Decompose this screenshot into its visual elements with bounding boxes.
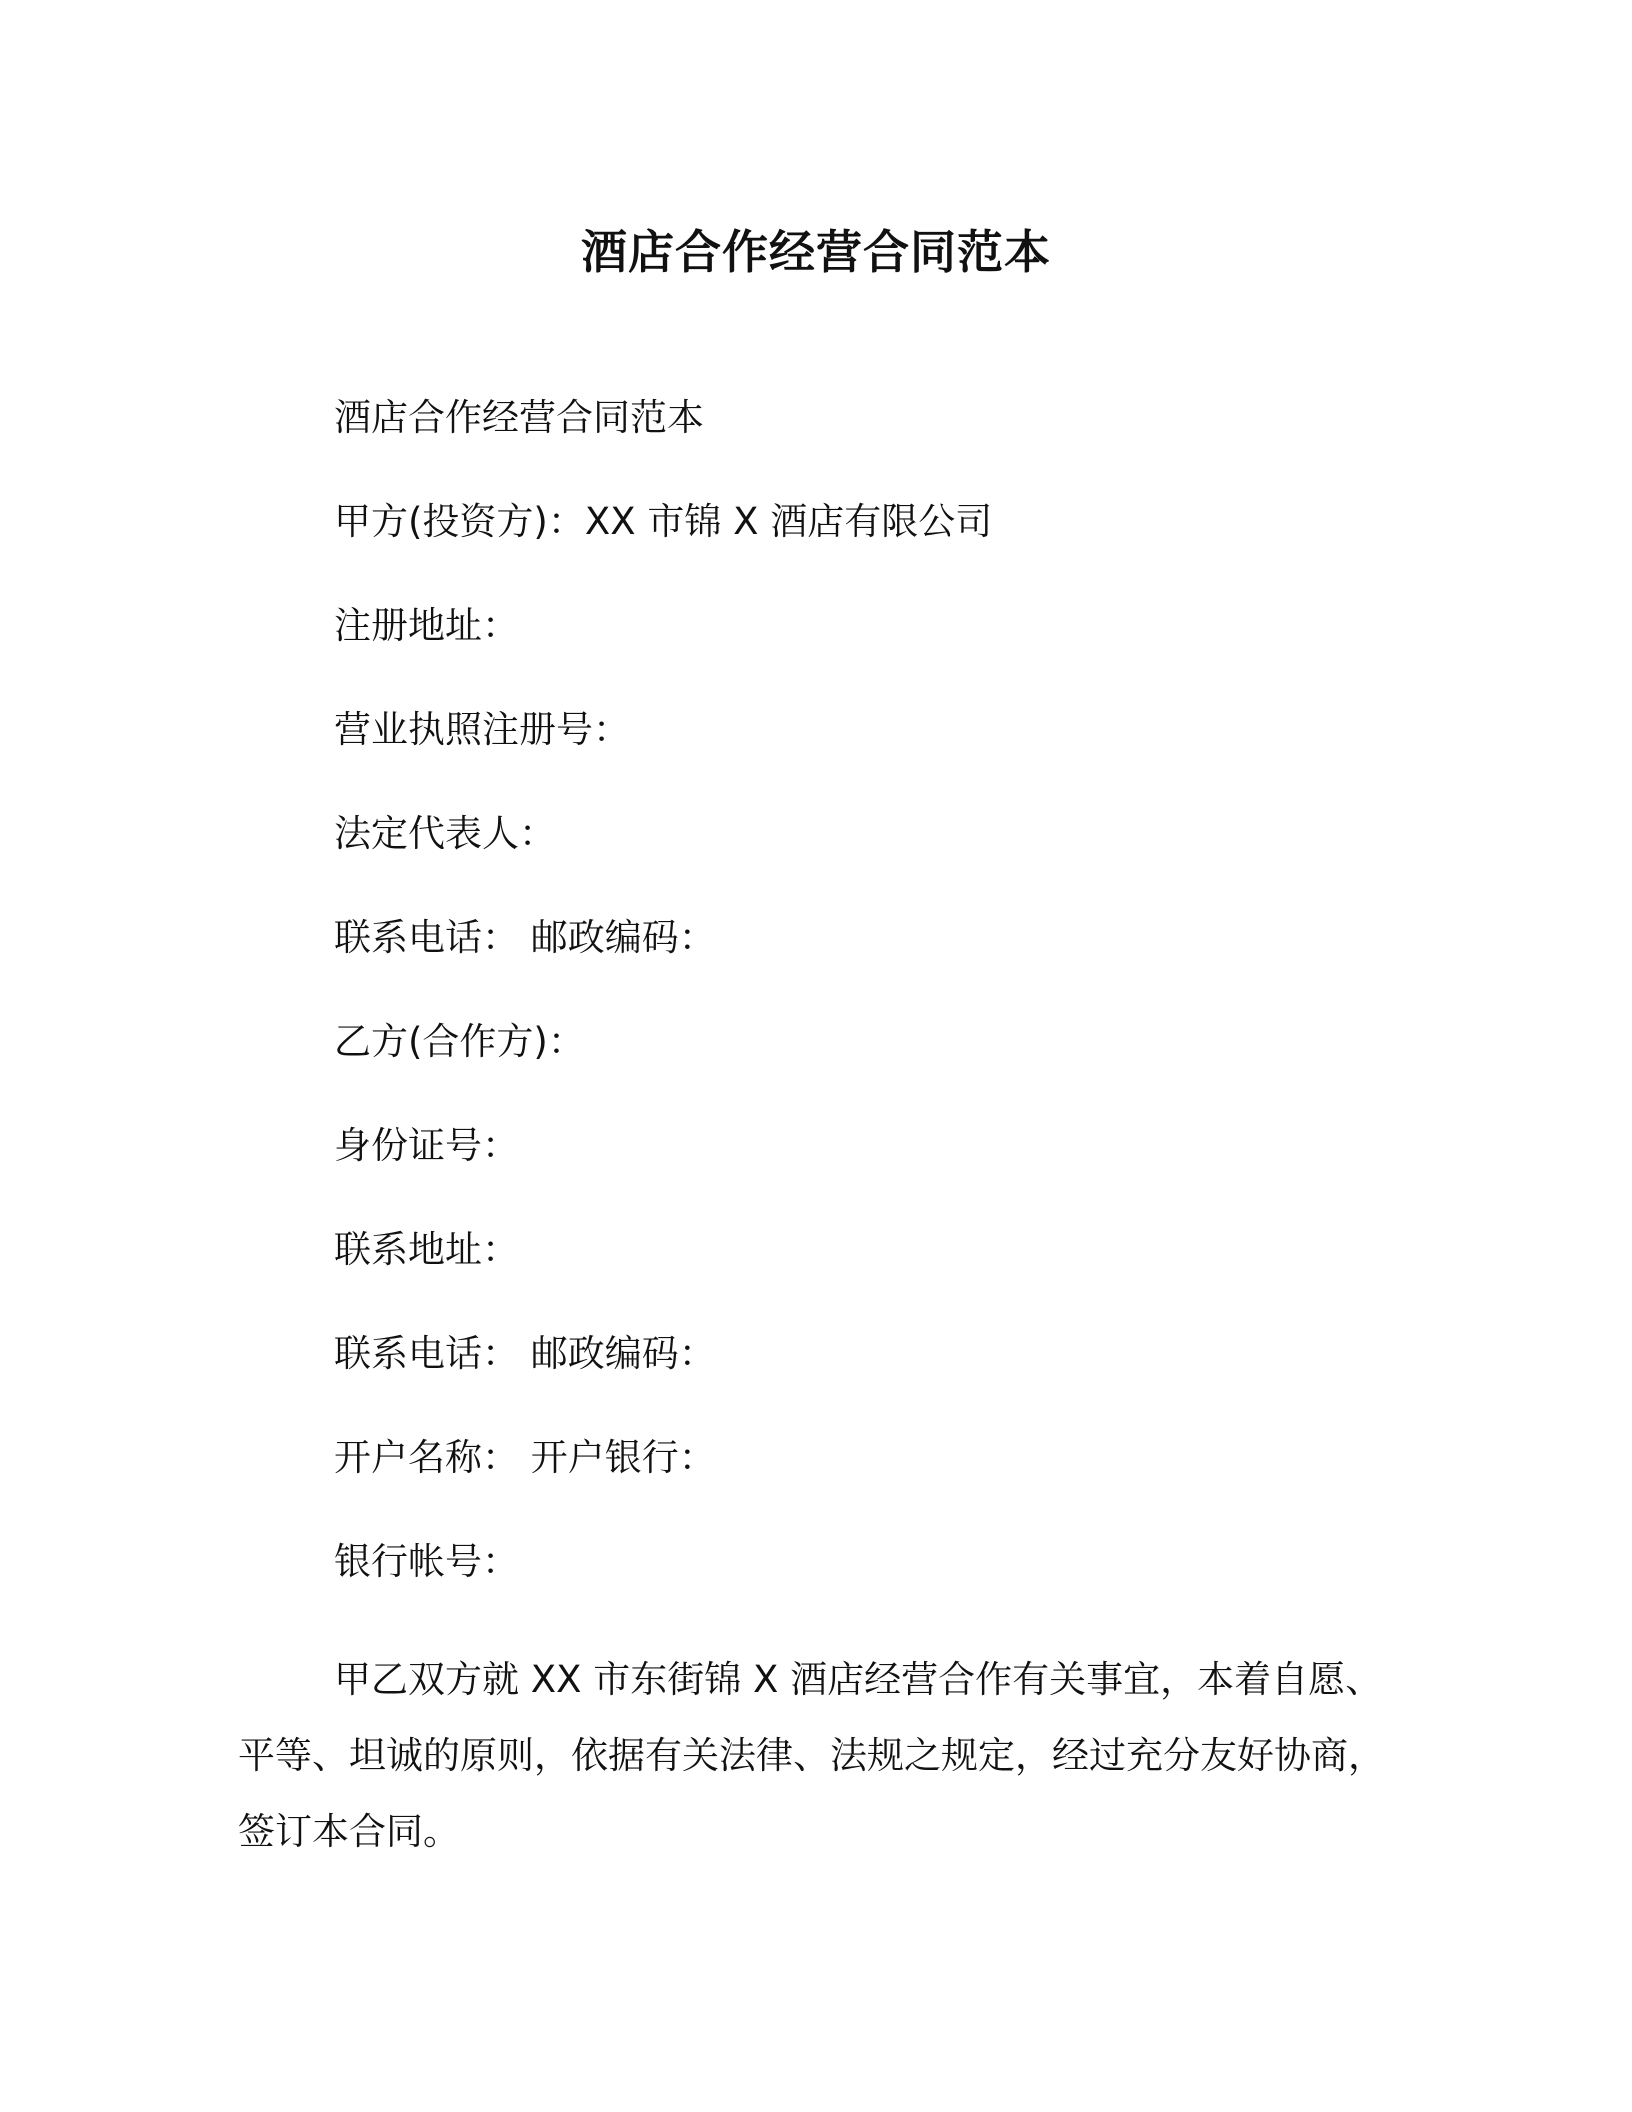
id-number-line: 身份证号： (334, 1124, 519, 1167)
business-license-line: 营业执照注册号： (334, 708, 630, 751)
legal-representative-line: 法定代表人： (334, 812, 556, 855)
party-a-line: 甲方(投资方)：XX 市锦 X 酒店有限公司 (334, 500, 993, 543)
party-a-contact-line: 联系电话： 邮政编码： (334, 916, 716, 959)
document-title: 酒店合作经营合同范本 (581, 225, 1051, 279)
subtitle-line: 酒店合作经营合同范本 (334, 396, 704, 439)
bank-account-number-line: 银行帐号： (334, 1540, 519, 1583)
contact-address-line: 联系地址： (334, 1228, 519, 1271)
party-b-contact-line: 联系电话： 邮政编码： (334, 1332, 716, 1375)
party-info-list (334, 394, 1434, 1642)
bank-account-name-line: 开户名称： 开户银行： (334, 1436, 716, 1479)
preamble-paragraph: 甲乙双方就 XX 市东街锦 X 酒店经营合作有关事宜，本着自愿、平等、坦诚的原则，依据有关法律、法规之规定，经过充分友好协商，签订本合同。 (238, 1658, 1385, 1853)
registered-address-line: 注册地址： (334, 604, 519, 647)
party-b-line: 乙方(合作方)： (334, 1020, 585, 1063)
